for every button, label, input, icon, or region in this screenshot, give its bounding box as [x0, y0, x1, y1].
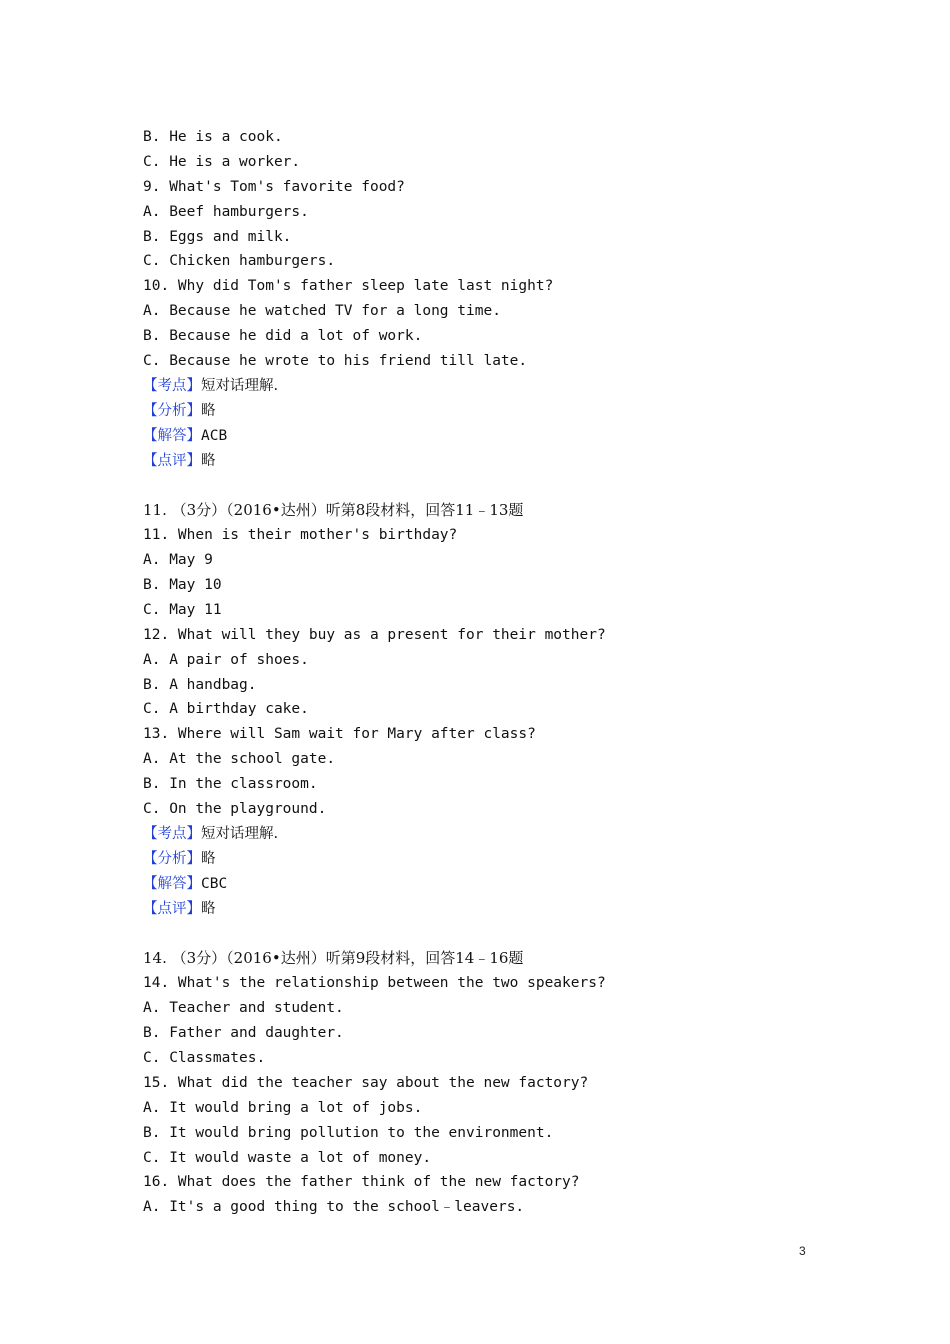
kaodian-tag: 【考点】 — [143, 377, 201, 394]
option-line: A. A pair of shoes. — [143, 651, 309, 668]
option-line: C. It would waste a lot of money. — [143, 1149, 432, 1166]
spacer — [143, 473, 843, 498]
option-line: A. Beef hamburgers. — [143, 203, 309, 220]
option-line: B. May 10 — [143, 577, 222, 594]
question-line: 14. What's the relationship between the two speakers? — [143, 975, 606, 992]
fenxi-tag: 【分析】 — [143, 850, 201, 867]
option-line: C. Classmates. — [143, 1049, 266, 1066]
option-line: A. It would bring a lot of jobs. — [143, 1099, 423, 1116]
section-heading: 11. （3分）（2016•达州）听第8段材料，回答11﹣13题 — [143, 501, 524, 520]
question-line: 15. What did the teacher say about the new factory? — [143, 1074, 589, 1091]
option-line: B. A handbag. — [143, 676, 257, 693]
option-line: B. In the classroom. — [143, 776, 318, 793]
question-line: 11. When is their mother's birthday? — [143, 527, 458, 544]
kaodian-tag: 【考点】 — [143, 825, 201, 842]
fenxi-tag: 【分析】 — [143, 402, 201, 419]
section-heading: 14. （3分）（2016•达州）听第9段材料，回答14﹣16题 — [143, 949, 524, 968]
option-line: C. A birthday cake. — [143, 701, 309, 718]
option-line: B. Eggs and milk. — [143, 228, 292, 245]
option-line: A. Teacher and student. — [143, 1000, 344, 1017]
spacer — [143, 922, 843, 947]
option-line: A. May 9 — [143, 552, 213, 569]
dianping-text: 略 — [201, 900, 216, 917]
option-line: B. Father and daughter. — [143, 1025, 344, 1042]
fenxi-line — [143, 847, 843, 872]
option-line: A. At the school gate. — [143, 751, 336, 768]
question-line: 12. What will they buy as a present for their mother? — [143, 626, 606, 643]
fenxi-line — [143, 399, 843, 424]
page-number: 3 — [799, 1244, 806, 1258]
dianping-line — [143, 897, 843, 922]
option-line: C. On the playground. — [143, 801, 327, 818]
option-line: B. It would bring pollution to the environment. — [143, 1124, 554, 1141]
dianping-tag: 【点评】 — [143, 900, 201, 917]
kaodian-line — [143, 374, 843, 399]
option-line: B. Because he did a lot of work. — [143, 328, 423, 345]
option-line: C. Chicken hamburgers. — [143, 253, 336, 270]
dianping-tag: 【点评】 — [143, 452, 201, 469]
jieda-text: ACB — [201, 427, 228, 444]
text-line: C. He is a worker. — [143, 153, 301, 170]
dianping-text: 略 — [201, 452, 216, 469]
question-line: 9. What's Tom's favorite food? — [143, 178, 405, 195]
kaodian-line — [143, 822, 843, 847]
option-line: A. Because he watched TV for a long time. — [143, 303, 501, 320]
jieda-line — [143, 872, 843, 897]
dianping-line — [143, 449, 843, 474]
jieda-tag: 【解答】 — [143, 427, 201, 444]
question-line: 13. Where will Sam wait for Mary after class? — [143, 726, 536, 743]
text-line: B. He is a cook. — [143, 129, 283, 145]
page-content — [143, 125, 843, 1220]
question-line: 16. What does the father think of the new factory? — [143, 1174, 580, 1191]
question-line: 10. Why did Tom's father sleep late last night? — [143, 278, 554, 295]
jieda-text: CBC — [201, 875, 228, 892]
fenxi-text: 略 — [201, 402, 216, 419]
option-line: C. Because he wrote to his friend till late. — [143, 353, 528, 370]
kaodian-text: 短对话理解. — [201, 377, 279, 394]
kaodian-text: 短对话理解. — [201, 825, 279, 842]
option-line: A. It's a good thing to the school﹣leavers. — [143, 1199, 525, 1216]
option-line: C. May 11 — [143, 601, 222, 618]
jieda-tag: 【解答】 — [143, 875, 201, 892]
fenxi-text: 略 — [201, 850, 216, 867]
jieda-line — [143, 424, 843, 449]
